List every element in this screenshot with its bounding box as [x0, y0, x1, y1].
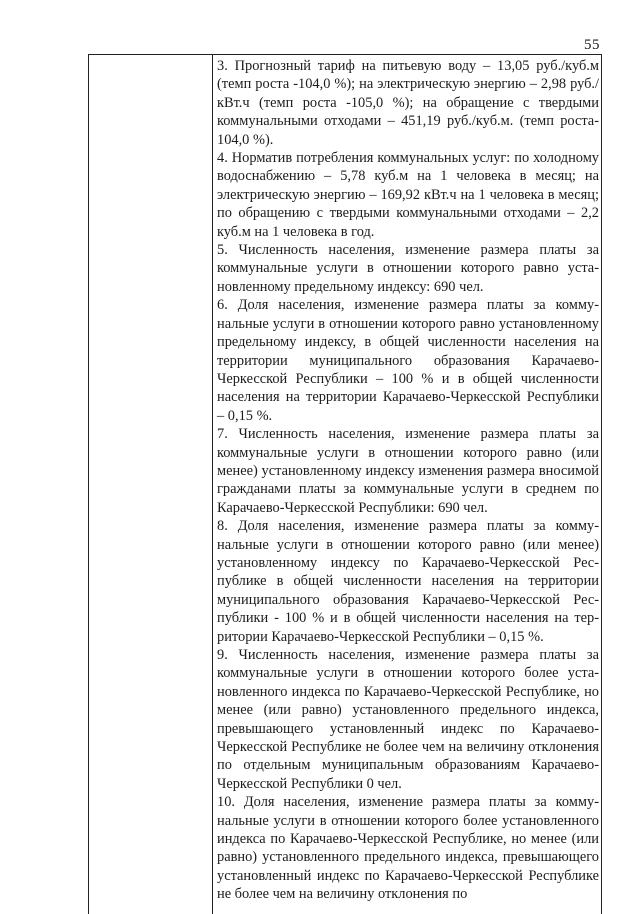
paragraph-4: 4. Норматив потребления коммунальных услуг: по холодному водоснабжению – 5,78 куб.м на 1 человека в месяц; на электрическую энергию – 169,92 кВт.ч на 1 человека в месяц; по обращению с твердыми коммунальными отходами – 2,2 куб.м на 1 человека в год.	[217, 150, 599, 240]
table-left-column	[89, 55, 213, 914]
paragraph-3: 3. Прогнозный тариф на питьевую воду – 13,05 руб./куб.м (темп роста -104,0 %); на электрическую энергию – 2,98 руб./кВт.ч (темп роста -105,0 %); на обращение с твердыми коммунальными отходами – 451,19 руб./куб.м. (темп роста- 104,0 %).	[217, 58, 599, 148]
paragraph-9: 9. Численность населения, изменение размера платы за коммунальные услуги в отношении которого более установленного индекса по Карачаево-Черкесской Республике, но менее (или равно) установленного предельного индекса, превышающего установленный индекс по Карачаево-Черкесской Республике не более чем на величину отклонения по отдельным муниципальным образованиям Карачаево-Черкесской Республики 0 чел.	[217, 647, 599, 792]
paragraph-8: 8. Доля населения, изменение размера платы за коммунальные услуги в отношении которого равно (или менее) установленному индексу по Карачаево-Черкесской Республике в общей численности населения на территории муниципального образования Карачаево-Черкесской Республики - 100 % и в общей численности населения на территории Карачаево-Черкесской Республики – 0,15 %.	[217, 518, 599, 645]
paragraph-7: 7. Численность населения, изменение размера платы за коммунальные услуги в отношении которого равно (или менее) установленному индексу изменения размера вносимой гражданами платы за коммунальные услуги в среднем по Карачаево-Черкесской Республики: 690 чел.	[217, 426, 599, 516]
paragraph-10: 10. Доля населения, изменение размера платы за коммунальные услуги в отношении которого более установленного индекса по Карачаево-Черкесской Республике, но менее (или равно) установленного предельного индекса, превышающего установленный индекс по Карачаево-Черкесской Республике не более чем на величину отклонения по	[217, 794, 599, 903]
document-table	[88, 54, 602, 914]
paragraph-6: 6. Доля населения, изменение размера платы за коммунальные услуги в отношении которого равно установленному предельному индексу, в общей численности населения на территории муниципального образования Карачаево-Черкесской Республики – 100 % и в общей численности населения на территории Карачаево-Черкесской Республики – 0,15 %.	[217, 297, 599, 424]
page-number: 55	[584, 37, 600, 53]
paragraph-5: 5. Численность населения, изменение размера платы за коммунальные услуги в отношении которого равно установленному предельному индексу: 690 чел.	[217, 242, 599, 295]
table-right-column	[217, 57, 599, 904]
